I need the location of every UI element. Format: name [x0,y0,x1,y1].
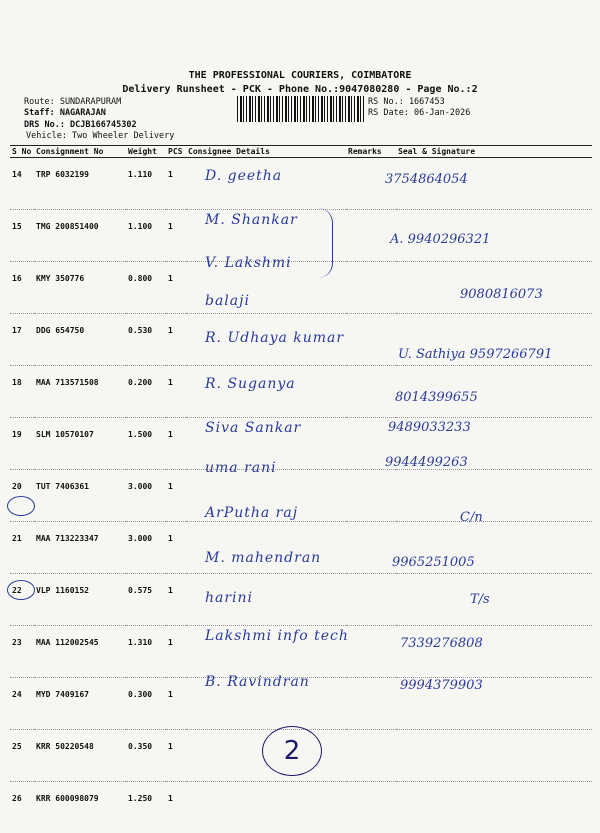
handwritten-consignee: Lakshmi info tech [205,628,349,644]
table-row [10,782,592,833]
cell-sno: 16 [10,262,34,314]
cell-consignment: TUT 7406361 [34,470,126,522]
handwritten-signature: 9944499263 [385,455,468,470]
handwritten-signature: T/s [470,592,490,607]
vehicle-label: Vehicle: Two Wheeler Delivery [26,131,174,141]
cell-sno: 14 [10,158,34,210]
handwritten-signature: 7339276808 [400,636,483,651]
barcode [237,96,365,122]
cell-pcs: 1 [166,314,186,366]
cell-sno: 17 [10,314,34,366]
handwritten-signature: A. 9940296321 [390,232,490,247]
cell-signature [396,470,592,522]
company-title: THE PROFESSIONAL COURIERS, COIMBATORE [0,70,600,81]
handwritten-consignee: M. Shankar [205,212,298,228]
col-sno: S No [10,146,34,158]
cell-consignment: MAA 112002545 [34,626,126,678]
cell-remarks [346,314,396,366]
cell-remarks [346,262,396,314]
drs-number: DRS No.: DCJB166745302 [24,120,137,130]
cell-consignment: TMG 200851400 [34,210,126,262]
cell-pcs: 1 [166,730,186,782]
cell-remarks [346,678,396,730]
cell-weight: 3.000 [126,470,166,522]
cell-sno: 26 [10,782,34,833]
page-number-mark: 2 [262,726,322,776]
handwritten-signature: C/n [460,510,483,525]
cell-weight: 0.530 [126,314,166,366]
cell-sno: 25 [10,730,34,782]
cell-sno: 20 [10,470,34,522]
cell-remarks [346,626,396,678]
cell-weight: 0.800 [126,262,166,314]
circle-mark-24 [7,580,35,600]
handwritten-consignee: Siva Sankar [205,420,301,436]
cell-pcs: 1 [166,158,186,210]
table-header-row [10,146,592,158]
cell-consignment: DDG 654750 [34,314,126,366]
cell-remarks [346,470,396,522]
cell-consignment: KRR 50220548 [34,730,126,782]
handwritten-bracket [318,208,333,278]
handwritten-consignee: balaji [205,293,250,309]
cell-remarks [346,210,396,262]
cell-weight: 0.300 [126,678,166,730]
handwritten-consignee: harini [205,590,253,606]
cell-sno: 19 [10,418,34,470]
table-row [10,366,592,418]
cell-weight: 0.575 [126,574,166,626]
cell-pcs: 1 [166,678,186,730]
cell-pcs: 1 [166,626,186,678]
cell-weight: 1.250 [126,782,166,833]
cell-signature [396,730,592,782]
handwritten-consignee: R. Udhaya kumar [205,330,344,346]
cell-consignment: MAA 713223347 [34,522,126,574]
cell-sno: 23 [10,626,34,678]
cell-remarks [346,730,396,782]
table-row [10,470,592,522]
cell-pcs: 1 [166,470,186,522]
handwritten-signature: 9080816073 [460,287,543,302]
route-label: Route: SUNDARAPURAM [24,97,121,107]
col-consignee: Consignee Details [186,146,346,158]
cell-weight: 1.500 [126,418,166,470]
cell-consignment: MAA 713571508 [34,366,126,418]
handwritten-consignee: B. Ravindran [205,674,310,690]
col-consignment: Consignment No [34,146,126,158]
rs-number: RS No.: 1667453 [368,97,445,107]
cell-remarks [346,366,396,418]
table-row [10,158,592,210]
cell-consignment: VLP 1160152 [34,574,126,626]
handwritten-consignee: ArPutha raj [205,505,298,521]
cell-pcs: 1 [166,574,186,626]
cell-pcs: 1 [166,262,186,314]
cell-signature [396,782,592,833]
handwritten-consignee: D. geetha [205,168,282,184]
cell-consignment: MYD 7409167 [34,678,126,730]
handwritten-consignee: R. Suganya [205,376,296,392]
cell-signature [396,574,592,626]
cell-pcs: 1 [166,210,186,262]
cell-weight: 0.200 [126,366,166,418]
rs-date: RS Date: 06-Jan-2026 [368,108,470,118]
cell-consignment: KMY 350776 [34,262,126,314]
col-pcs: PCS [166,146,186,158]
staff-label: Staff: NAGARAJAN [24,108,106,118]
cell-remarks [346,522,396,574]
cell-sno: 24 [10,678,34,730]
cell-sno: 18 [10,366,34,418]
col-signature: Seal & Signature [396,146,592,158]
table-row [10,210,592,262]
handwritten-signature: 8014399655 [395,390,478,405]
cell-weight: 0.350 [126,730,166,782]
cell-weight: 1.110 [126,158,166,210]
cell-weight: 1.310 [126,626,166,678]
handwritten-signature: 9489033233 [388,420,471,435]
handwritten-consignee: uma rani [205,460,277,476]
handwritten-signature: U. Sathiya 9597266791 [398,347,552,362]
runsheet-subtitle: Delivery Runsheet - PCK - Phone No.:9047080280 - Page No.:2 [0,84,600,95]
handwritten-consignee: M. mahendran [205,550,321,566]
cell-consignment: SLM 10570107 [34,418,126,470]
cell-pcs: 1 [166,366,186,418]
handwritten-signature: 3754864054 [385,172,468,187]
handwritten-signature: 9965251005 [392,555,475,570]
cell-consignee [186,782,346,833]
cell-sno: 21 [10,522,34,574]
handwritten-signature: 9994379903 [400,678,483,693]
cell-pcs: 1 [166,522,186,574]
cell-weight: 1.100 [126,210,166,262]
table-row [10,574,592,626]
cell-consignment: TRP 6032199 [34,158,126,210]
cell-signature [396,626,592,678]
cell-sno: 22 [10,574,34,626]
cell-pcs: 1 [166,418,186,470]
cell-sno: 15 [10,210,34,262]
col-remarks: Remarks [346,146,396,158]
circle-mark-22 [7,496,35,516]
cell-weight: 3.000 [126,522,166,574]
col-weight: Weight [126,146,166,158]
cell-remarks [346,782,396,833]
cell-pcs: 1 [166,782,186,833]
cell-remarks [346,574,396,626]
cell-consignment: KRR 600098079 [34,782,126,833]
handwritten-consignee: V. Lakshmi [205,255,292,271]
